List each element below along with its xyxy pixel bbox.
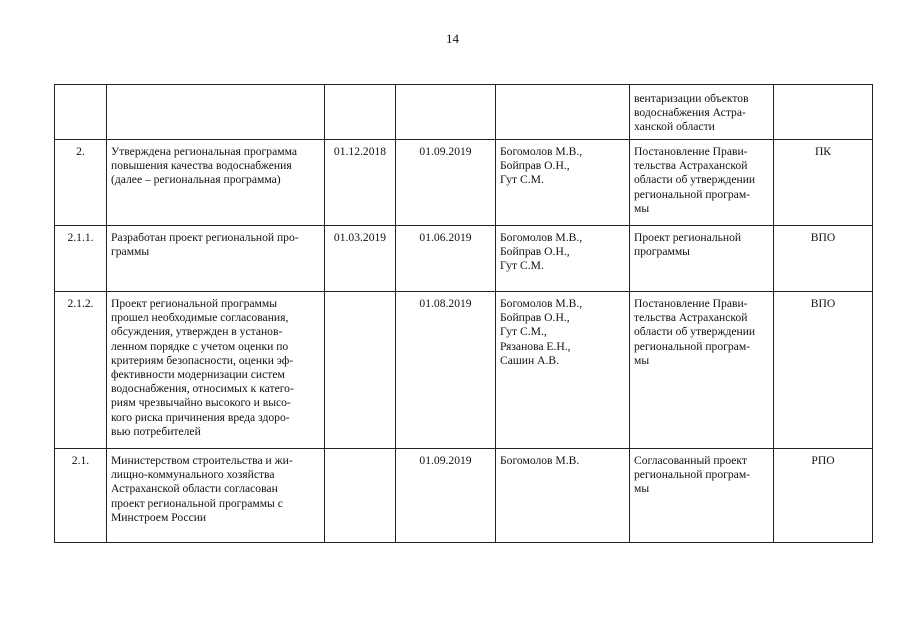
executors-line: Богомолов М.В., [500,145,583,158]
result-line: области об утверждении [634,325,756,339]
result-cell [630,85,774,140]
executors-line: Богомолов М.В., [500,297,583,310]
table-row [55,449,873,543]
event-line: проект региональной программы с [111,496,283,510]
event-line: Разработан проект региональной про- [111,231,299,244]
event-line: фективности модернизации систем [111,368,285,382]
event-line: Утверждена региональная программа [111,145,297,158]
event-line: Астраханской области согласован [111,482,278,496]
executors-line: Бойправ О.Н., [500,159,570,173]
event-cell [107,226,325,292]
executors-line: Гут С.М. [500,259,544,273]
result-line: водоснабжения Астра- [634,106,746,120]
result-line: мы [634,353,650,367]
table-row [55,140,873,226]
control-type-cell [774,85,873,140]
executors-line: Богомолов М.В. [500,454,580,467]
result-cell [630,292,774,449]
start-date-cell: 01.12.2018 [325,140,396,226]
executors-line: Бойправ О.Н., [500,245,570,259]
executors-cell [496,85,630,140]
result-line: региональной програм- [634,468,751,482]
end-date-cell: 01.09.2019 [396,449,496,543]
table-row [55,85,873,140]
result-line: мы [634,201,650,215]
result-line: региональной програм- [634,187,751,201]
executors-cell [496,226,630,292]
item-number-cell: 2.1.1. [55,226,107,292]
executors-line: Гут С.М. [500,173,544,187]
executors-line: Бойправ О.Н., [500,311,570,325]
result-line: области об утверждении [634,173,756,187]
event-line: ленном порядке с учетом оценки по [111,339,289,353]
event-cell [107,85,325,140]
result-line: вентаризации объектов [634,92,749,105]
event-cell [107,449,325,543]
result-line: ханской области [634,120,715,134]
end-date-cell [396,85,496,140]
table-row [55,292,873,449]
control-type-cell: ВПО [774,226,873,292]
start-date-cell [325,292,396,449]
result-line: программы [634,245,690,259]
end-date-cell: 01.09.2019 [396,140,496,226]
result-line: Согласованный проект [634,454,747,467]
result-cell [630,140,774,226]
event-line: прошел необходимые согласования, [111,311,289,325]
event-cell [107,292,325,449]
result-line: тельства Астраханской [634,159,748,173]
result-line: Постановление Прави- [634,145,748,158]
event-line: кого риска причинения вреда здоро- [111,410,290,424]
event-line: Минстроем России [111,510,207,524]
event-line: (далее – региональная программа) [111,173,281,187]
end-date-cell: 01.08.2019 [396,292,496,449]
event-line: повышения качества водоснабжения [111,159,292,173]
result-line: региональной програм- [634,339,751,353]
event-line: обсуждения, утвержден в установ- [111,325,283,339]
end-date-cell: 01.06.2019 [396,226,496,292]
item-number-cell [55,85,107,140]
executors-line: Рязанова Е.Н., [500,339,571,353]
control-type-cell: ПК [774,140,873,226]
event-line: граммы [111,245,150,259]
result-line: Постановление Прави- [634,297,748,310]
plan-table [54,84,873,543]
executors-cell [496,449,630,543]
event-line: Проект региональной программы [111,297,277,310]
item-number-cell: 2.1. [55,449,107,543]
event-line: риям чрезвычайно высокого и высо- [111,396,291,410]
item-number-cell: 2. [55,140,107,226]
result-line: мы [634,482,650,496]
page-number: 14 [446,31,459,46]
control-type-cell: РПО [774,449,873,543]
table-row [55,226,873,292]
event-line: лищно-коммунального хозяйства [111,468,275,482]
control-type-cell: ВПО [774,292,873,449]
result-line: Проект региональной [634,231,742,244]
result-cell [630,449,774,543]
result-line: тельства Астраханской [634,311,748,325]
start-date-cell [325,449,396,543]
item-number-cell: 2.1.2. [55,292,107,449]
executors-line: Сашин А.В. [500,353,560,367]
executors-cell [496,140,630,226]
event-line: водоснабжения, относимых к катего- [111,382,294,396]
event-cell [107,140,325,226]
executors-line: Богомолов М.В., [500,231,583,244]
event-line: критериям безопасности, оценки эф- [111,353,294,367]
start-date-cell [325,85,396,140]
executors-cell [496,292,630,449]
result-cell [630,226,774,292]
start-date-cell: 01.03.2019 [325,226,396,292]
executors-line: Гут С.М., [500,325,547,339]
event-line: Министерством строительства и жи- [111,454,293,467]
event-line: вью потребителей [111,424,201,438]
